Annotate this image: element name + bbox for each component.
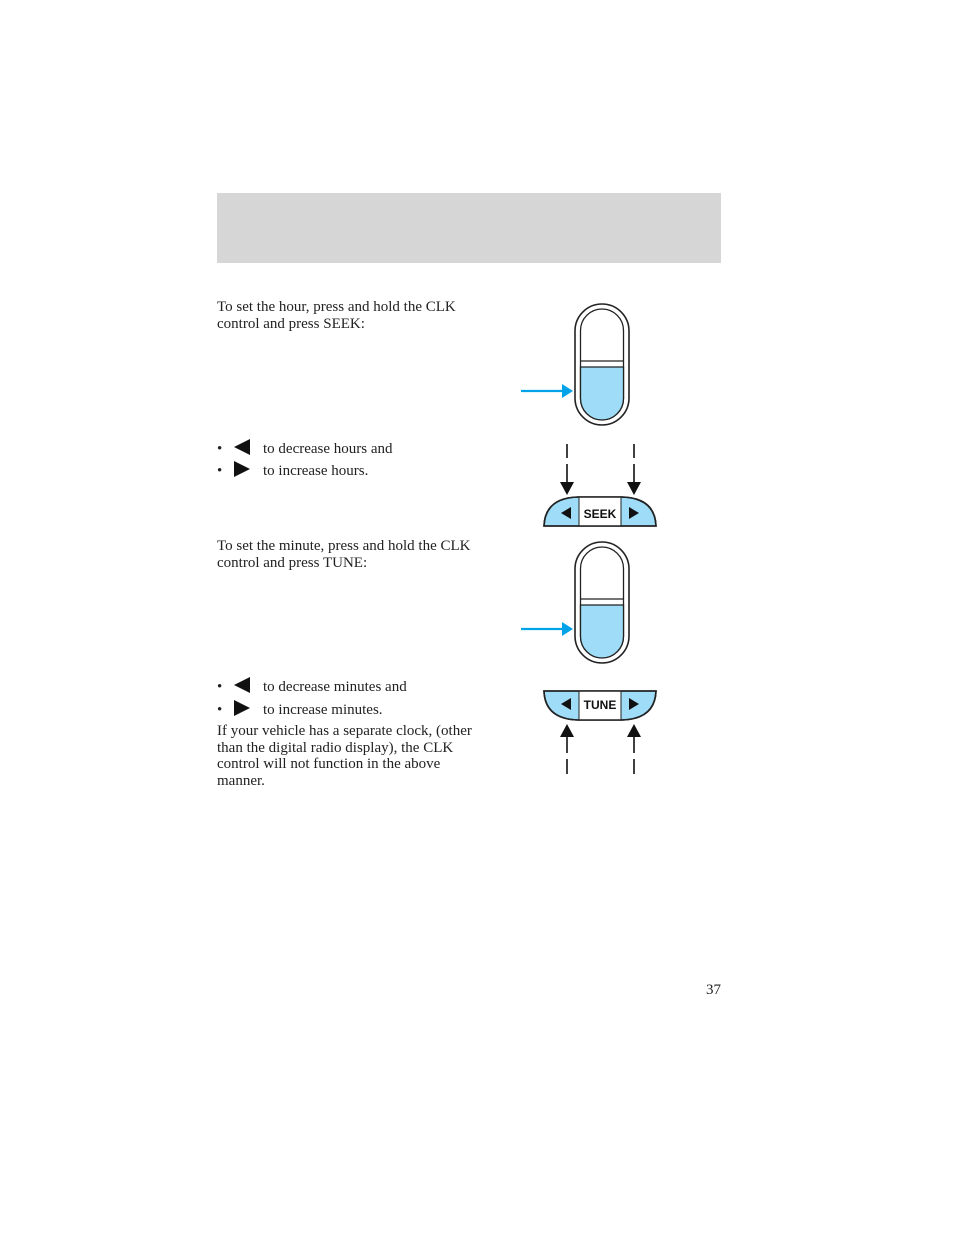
down-arrow-icon <box>560 482 574 495</box>
up-arrow-icon <box>627 724 641 737</box>
hour-decrease-text: to decrease hours and <box>263 441 393 457</box>
bullet: • <box>217 679 223 695</box>
rocker-pressed-half <box>581 367 624 420</box>
down-arrow-icon <box>627 482 641 495</box>
minute-increase-text: to increase minutes. <box>263 702 383 718</box>
bullet: • <box>217 441 223 457</box>
hour-instructions: To set the hour, press and hold the CLK control and press SEEK: <box>217 299 456 332</box>
minute-decrease-item <box>217 677 477 697</box>
seek-button-label: SEEK <box>583 507 617 521</box>
hour-decrease-item <box>217 439 477 459</box>
clk-rocker-figure-minute <box>515 538 635 668</box>
up-arrow-icon <box>560 724 574 737</box>
clk-rocker-figure-hour <box>515 300 635 430</box>
minute-increase-item <box>217 700 477 720</box>
left-triangle-icon <box>233 439 251 455</box>
left-triangle-icon <box>233 677 251 693</box>
rocker-pressed-half <box>581 605 624 658</box>
seek-button-figure <box>540 438 660 530</box>
section-header-band <box>217 193 721 263</box>
page-number: 37 <box>706 982 721 998</box>
bullet: • <box>217 702 223 718</box>
right-triangle-icon <box>233 461 251 477</box>
minute-instructions: To set the minute, press and hold the CLK control and press TUNE: <box>217 538 471 571</box>
tune-button-label: TUNE <box>583 698 617 712</box>
minute-decrease-text: to decrease minutes and <box>263 679 407 695</box>
right-triangle-icon <box>233 700 251 716</box>
separate-clock-note: If your vehicle has a separate clock, (other than the digital radio display), the CLK control will not function in the above manner. <box>217 723 472 789</box>
hour-increase-text: to increase hours. <box>263 463 369 479</box>
tune-button-figure <box>540 686 660 778</box>
hour-increase-item <box>217 461 477 481</box>
bullet: • <box>217 463 223 479</box>
